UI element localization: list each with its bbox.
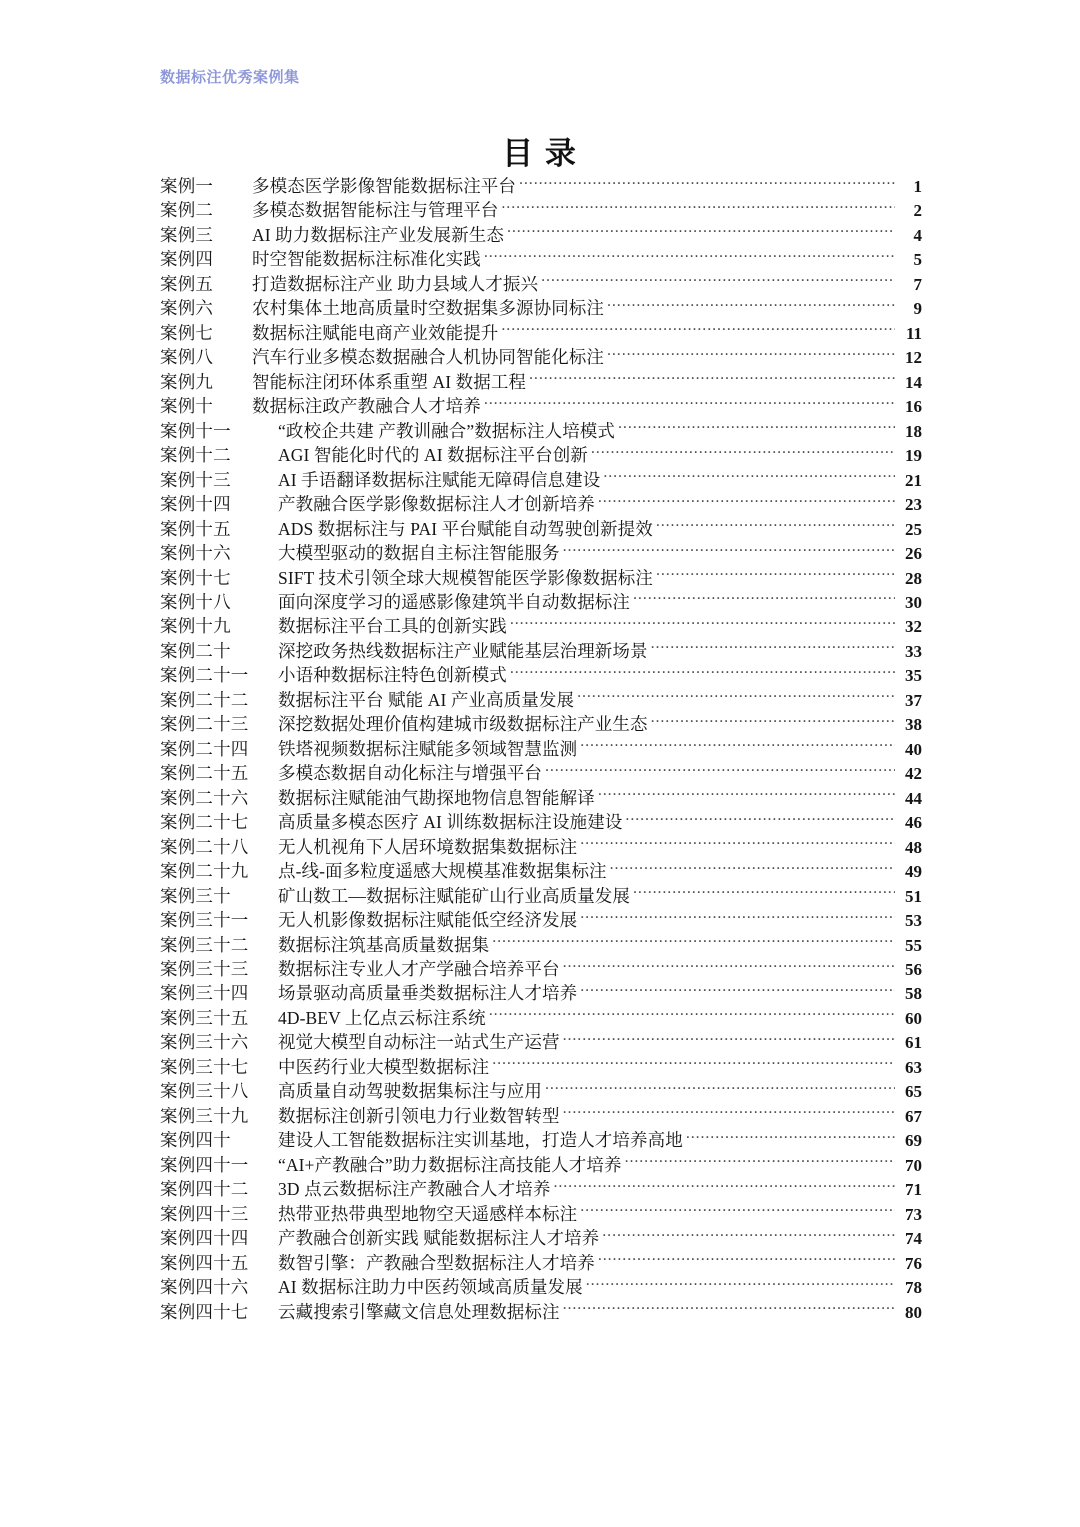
toc-page-number: 69 <box>905 1131 922 1151</box>
toc-entry-title: “AI+产教融合”助力数据标注高技能人才培养 <box>278 1154 622 1175</box>
toc-leader-dots <box>602 1227 895 1245</box>
toc-entry-label: 案例四十七 <box>160 1301 249 1322</box>
running-header: 数据标注优秀案例集 <box>160 69 300 86</box>
toc-entry-label: 案例四十五 <box>160 1252 249 1273</box>
toc-entry-label: 案例二十 <box>160 640 231 661</box>
toc-entry-label: 案例二十九 <box>160 861 249 882</box>
toc-leader-dots <box>510 664 895 682</box>
toc-entry-label: 案例十五 <box>160 518 231 539</box>
toc-page-number: 14 <box>905 372 922 392</box>
toc-page-number: 2 <box>913 201 922 221</box>
toc-leader-dots <box>580 982 895 1000</box>
toc-page-number: 30 <box>905 592 922 612</box>
toc-leader-dots <box>580 835 895 853</box>
toc-page-number: 73 <box>905 1204 922 1224</box>
toc-entry-label: 案例四十一 <box>160 1154 249 1175</box>
toc-page-number: 55 <box>905 935 922 955</box>
toc-entry[interactable] <box>160 174 922 198</box>
toc-entry-title: 产教融合创新实践 赋能数据标注人才培养 <box>278 1228 600 1249</box>
toc-entry-title: 多模态数据自动化标注与增强平台 <box>278 763 542 784</box>
toc-page-number: 21 <box>905 470 922 490</box>
toc-page-number: 56 <box>905 960 922 979</box>
toc-page-number: 18 <box>905 421 922 441</box>
toc-entry[interactable] <box>160 981 922 1005</box>
toc-page-number: 38 <box>905 715 922 735</box>
toc-leader-dots <box>577 688 895 706</box>
toc-entry-title: 深挖政务热线数据标注产业赋能基层治理新场景 <box>278 640 648 661</box>
toc-entry[interactable] <box>160 810 922 834</box>
toc-entry[interactable] <box>160 1079 922 1103</box>
toc-entry-title: 打造数据标注产业 助力县域人才振兴 <box>252 273 539 294</box>
toc-entry-label: 案例二十六 <box>160 787 249 808</box>
toc-page-number: 44 <box>905 788 922 808</box>
toc-entry-title: 面向深度学习的遥感影像建筑半自动数据标注 <box>278 591 630 612</box>
toc-entry-title: AI 助力数据标注产业发展新生态 <box>252 224 504 245</box>
toc-leader-dots <box>633 590 895 608</box>
toc-entry-title: “政校企共建 产教训融合”数据标注人培模式 <box>278 420 616 441</box>
toc-leader-dots <box>603 468 895 486</box>
toc-page-number: 46 <box>905 813 922 833</box>
toc-entry-title: 视觉大模型自动标注一站式生产运营 <box>278 1032 560 1053</box>
toc-page-number: 19 <box>905 446 922 466</box>
toc-entry-label: 案例四十 <box>160 1130 231 1151</box>
toc-entry-title: 3D 点云数据标注产教融合人才培养 <box>278 1179 551 1200</box>
toc-entry-title: 数据标注平台 赋能 AI 产业高质量发展 <box>278 689 575 710</box>
toc-page-number: 61 <box>905 1033 922 1053</box>
toc-entry[interactable] <box>160 345 922 369</box>
toc-leader-dots <box>519 175 895 193</box>
toc-page-number: 49 <box>905 862 922 882</box>
toc-entry-label: 案例九 <box>160 371 214 392</box>
toc-entry-title: 数智引擎：产教融合型数据标注人才培养 <box>278 1252 595 1273</box>
toc-entry[interactable] <box>160 1153 922 1177</box>
toc-entry-title: 产教融合医学影像数据标注人才创新培养 <box>278 494 595 515</box>
toc-entry-title: 多模态医学影像智能数据标注平台 <box>252 176 516 196</box>
toc-entry[interactable] <box>160 590 922 614</box>
toc-entry[interactable] <box>160 639 922 663</box>
toc-entry-title: 时空智能数据标注标准化实践 <box>252 249 481 270</box>
toc-leader-dots <box>656 517 895 535</box>
toc-leader-dots <box>686 1129 895 1147</box>
toc-page-number: 1 <box>913 177 922 196</box>
toc-leader-dots <box>553 1178 895 1196</box>
toc-entry[interactable] <box>160 419 922 443</box>
toc-entry[interactable] <box>160 1300 922 1324</box>
toc-entry-title: 数据标注专业人才产学融合培养平台 <box>278 959 560 979</box>
toc-entry-label: 案例三十九 <box>160 1105 249 1126</box>
toc-entry[interactable] <box>160 272 922 296</box>
toc-page-number: 53 <box>905 911 922 931</box>
toc-page-number: 11 <box>905 323 922 343</box>
toc-leader-dots <box>625 811 895 829</box>
toc-leader-dots <box>501 199 895 217</box>
toc-page-number: 37 <box>905 690 922 710</box>
toc-leader-dots <box>501 321 895 339</box>
toc-entry-label: 案例二十三 <box>160 714 249 735</box>
toc-entry-title: 建设人工智能数据标注实训基地，打造人才培养高地 <box>278 1130 683 1151</box>
toc-leader-dots <box>610 860 895 878</box>
toc-leader-dots <box>618 419 895 437</box>
toc-entry[interactable] <box>160 1030 922 1054</box>
toc-leader-dots <box>580 737 895 755</box>
toc-leader-dots <box>507 223 895 241</box>
toc-leader-dots <box>656 566 895 584</box>
toc-entry[interactable] <box>160 1006 922 1030</box>
toc-entry[interactable] <box>160 1055 922 1079</box>
toc-page-number: 9 <box>913 299 922 319</box>
toc-page-number: 70 <box>905 1155 922 1175</box>
page-title: 目 录 <box>502 136 578 171</box>
toc-entry-label: 案例十六 <box>160 543 231 564</box>
toc-entry-title: 数据标注筑基高质量数据集 <box>278 934 490 955</box>
toc-entry-title: 数据标注政产教融合人才培养 <box>252 396 481 417</box>
toc-entry-label: 案例十一 <box>160 420 231 441</box>
toc-page-number: 5 <box>913 250 922 270</box>
toc-entry[interactable] <box>160 1104 922 1128</box>
toc-entry[interactable] <box>160 859 922 883</box>
toc-leader-dots <box>580 909 895 927</box>
toc-entry-label: 案例四十三 <box>160 1203 249 1224</box>
toc-entry-title: AI 数据标注助力中医药领域高质量发展 <box>278 1277 583 1298</box>
toc-entry-label: 案例四十二 <box>160 1179 249 1200</box>
toc-entry-label: 案例二十七 <box>160 812 249 833</box>
toc-entry-label: 案例二十一 <box>160 665 249 686</box>
toc-entry-label: 案例三十一 <box>160 910 249 931</box>
toc-page-number: 74 <box>905 1229 922 1249</box>
toc-entry-label: 案例三十五 <box>160 1007 249 1028</box>
toc-leader-dots <box>580 1202 895 1220</box>
toc-entry[interactable] <box>160 1177 922 1201</box>
toc-page-number: 60 <box>905 1008 922 1028</box>
toc-entry-label: 案例四十四 <box>160 1228 249 1249</box>
toc-entry-label: 案例六 <box>160 298 214 319</box>
toc-entry[interactable] <box>160 492 922 516</box>
toc-entry-title: 大模型驱动的数据自主标注智能服务 <box>278 543 560 564</box>
toc-entry-label: 案例二十四 <box>160 738 249 759</box>
toc-entry-title: 数据标注平台工具的创新实践 <box>278 616 507 637</box>
toc-entry[interactable] <box>160 370 922 394</box>
toc-entry-label: 案例十 <box>160 396 214 417</box>
toc-leader-dots <box>541 272 895 290</box>
toc-entry[interactable] <box>160 786 922 810</box>
toc-leader-dots <box>545 762 895 780</box>
toc-entry[interactable] <box>160 247 922 271</box>
toc-entry-title: 高质量多模态医疗 AI 训练数据标注设施建设 <box>278 812 623 833</box>
toc-entry[interactable] <box>160 198 922 222</box>
toc-entry[interactable] <box>160 541 922 565</box>
toc-leader-dots <box>484 395 895 413</box>
toc-entry-label: 案例十三 <box>160 469 231 490</box>
toc-leader-dots <box>563 1104 895 1122</box>
toc-page-number: 80 <box>905 1302 922 1322</box>
toc-page-number: 35 <box>905 666 922 686</box>
toc-leader-dots <box>492 933 895 951</box>
toc-entry-title: 场景驱动高质量垂类数据标注人才培养 <box>278 983 578 1004</box>
toc-leader-dots <box>651 713 895 731</box>
toc-entry[interactable] <box>160 957 922 981</box>
toc-leader-dots <box>563 1300 895 1318</box>
toc-leader-dots <box>484 248 895 266</box>
toc-entry-title: 小语种数据标注特色创新模式 <box>278 665 507 686</box>
toc-page-number: 78 <box>905 1278 922 1298</box>
toc-leader-dots <box>625 1153 895 1171</box>
toc-entry-title: 农村集体土地高质量时空数据集多源协同标注 <box>252 298 604 319</box>
toc-entry-title: AI 手语翻译数据标注赋能无障碍信息建设 <box>278 469 601 490</box>
toc-leader-dots <box>586 1276 895 1294</box>
toc-entry-label: 案例十九 <box>160 616 231 637</box>
toc-entry-title: SIFT 技术引领全球大规模智能医学影像数据标注 <box>278 567 653 588</box>
toc-leader-dots <box>563 542 895 560</box>
toc-page-number: 71 <box>905 1180 922 1200</box>
toc-leader-dots <box>607 346 895 364</box>
toc-entry-title: 数据标注创新引领电力行业数智转型 <box>278 1105 560 1126</box>
toc-page-number: 48 <box>905 837 922 857</box>
toc-entry-title: 4D-BEV 上亿点云标注系统 <box>278 1007 486 1028</box>
toc-page-number: 65 <box>905 1082 922 1102</box>
toc-entry-title: 中医药行业大模型数据标注 <box>278 1056 490 1077</box>
toc-entry[interactable] <box>160 468 922 492</box>
toc-leader-dots <box>489 1006 895 1024</box>
toc-entry-title: 无人机视角下人居环境数据集数据标注 <box>278 836 578 857</box>
toc-page-number: 76 <box>905 1253 922 1273</box>
toc-page-number: 4 <box>913 225 922 245</box>
toc-entry-title: 数据标注赋能油气勘探地物信息智能解译 <box>278 787 595 808</box>
toc-entry-title: 热带亚热带典型地物空天遥感样本标注 <box>278 1203 578 1224</box>
toc-entry-title: 智能标注闭环体系重塑 AI 数据工程 <box>252 371 527 392</box>
toc-entry-title: 云藏搜索引擎藏文信息处理数据标注 <box>278 1301 560 1322</box>
toc-leader-dots <box>607 297 895 315</box>
toc-leader-dots <box>529 370 895 388</box>
toc-entry-label: 案例八 <box>160 347 214 368</box>
table-of-contents <box>160 174 922 1324</box>
toc-page-number: 33 <box>905 641 922 661</box>
toc-entry-label: 案例二 <box>160 200 214 221</box>
toc-entry-label: 案例三 <box>160 224 214 245</box>
toc-page-number: 23 <box>905 495 922 515</box>
toc-page-number: 40 <box>905 739 922 759</box>
toc-entry-label: 案例二十五 <box>160 763 249 784</box>
toc-page-number: 25 <box>905 519 922 539</box>
toc-page-number: 7 <box>913 274 922 294</box>
toc-page-number: 58 <box>905 984 922 1004</box>
toc-entry-label: 案例三十七 <box>160 1056 249 1077</box>
toc-entry-title: 矿山数工—数据标注赋能矿山行业高质量发展 <box>278 885 630 906</box>
toc-entry-label: 案例三十 <box>160 885 231 906</box>
toc-entry-label: 案例十七 <box>160 567 231 588</box>
toc-page-number: 67 <box>905 1106 922 1126</box>
toc-entry[interactable] <box>160 933 922 957</box>
toc-entry[interactable] <box>160 663 922 687</box>
toc-entry[interactable] <box>160 688 922 712</box>
toc-page-number: 63 <box>905 1057 922 1077</box>
toc-leader-dots <box>563 1031 895 1049</box>
toc-page-number: 26 <box>905 544 922 564</box>
toc-entry-label: 案例三十八 <box>160 1081 249 1102</box>
toc-entry-title: 铁塔视频数据标注赋能多领域智慧监测 <box>278 738 578 759</box>
toc-entry-label: 案例十二 <box>160 445 231 466</box>
toc-entry[interactable] <box>160 712 922 736</box>
toc-entry[interactable] <box>160 884 922 908</box>
toc-entry-label: 案例三十六 <box>160 1032 249 1053</box>
toc-entry-title: 点-线-面多粒度遥感大规模基准数据集标注 <box>278 861 607 882</box>
toc-entry[interactable] <box>160 321 922 345</box>
toc-entry-label: 案例四十六 <box>160 1277 249 1298</box>
toc-entry[interactable] <box>160 835 922 859</box>
toc-leader-dots <box>510 615 895 633</box>
toc-entry-title: 高质量自动驾驶数据集标注与应用 <box>278 1081 542 1102</box>
toc-page-number: 28 <box>905 568 922 588</box>
toc-entry[interactable] <box>160 1226 922 1250</box>
toc-page-number: 42 <box>905 764 922 784</box>
toc-entry[interactable] <box>160 223 922 247</box>
toc-entry-label: 案例十四 <box>160 494 231 515</box>
toc-entry[interactable] <box>160 761 922 785</box>
toc-entry[interactable] <box>160 296 922 320</box>
toc-entry[interactable] <box>160 1128 922 1152</box>
toc-entry[interactable] <box>160 908 922 932</box>
toc-entry[interactable] <box>160 1251 922 1275</box>
toc-entry-title: AGI 智能化时代的 AI 数据标注平台创新 <box>278 445 588 466</box>
toc-entry[interactable] <box>160 566 922 590</box>
toc-entry-title: ADS 数据标注与 PAI 平台赋能自动驾驶创新提效 <box>278 518 653 539</box>
toc-entry-label: 案例七 <box>160 322 214 343</box>
toc-entry-title: 数据标注赋能电商产业效能提升 <box>252 322 499 343</box>
toc-entry-label: 案例三十四 <box>160 983 249 1004</box>
toc-entry[interactable] <box>160 394 922 418</box>
toc-entry-label: 案例二十八 <box>160 836 249 857</box>
toc-entry[interactable] <box>160 1202 922 1226</box>
toc-entry-label: 案例三十二 <box>160 934 249 955</box>
toc-entry-title: 汽车行业多模态数据融合人机协同智能化标注 <box>252 347 604 368</box>
toc-entry[interactable] <box>160 443 922 467</box>
toc-entry-title: 多模态数据智能标注与管理平台 <box>252 200 499 221</box>
toc-entry-label: 案例十八 <box>160 591 231 612</box>
toc-page-number: 16 <box>905 397 922 417</box>
toc-entry[interactable] <box>160 737 922 761</box>
toc-entry[interactable] <box>160 517 922 541</box>
toc-leader-dots <box>633 884 895 902</box>
toc-page-number: 51 <box>905 886 922 906</box>
toc-entry-title: 深挖数据处理价值构建城市级数据标注产业生态 <box>278 714 648 735</box>
toc-leader-dots <box>492 1055 895 1073</box>
toc-entry-label: 案例一 <box>160 176 214 196</box>
toc-leader-dots <box>598 786 895 804</box>
toc-entry-label: 案例二十二 <box>160 689 249 710</box>
toc-leader-dots <box>598 1251 895 1269</box>
toc-entry-label: 案例四 <box>160 249 214 270</box>
toc-page-number: 32 <box>905 617 922 637</box>
toc-entry[interactable] <box>160 1275 922 1299</box>
toc-entry-label: 案例五 <box>160 273 214 294</box>
toc-entry-label: 案例三十三 <box>160 959 249 979</box>
toc-leader-dots <box>598 493 895 511</box>
toc-entry[interactable] <box>160 614 922 638</box>
toc-leader-dots <box>591 444 895 462</box>
toc-page-number: 12 <box>905 348 922 368</box>
toc-entry-title: 无人机影像数据标注赋能低空经济发展 <box>278 910 578 931</box>
toc-leader-dots <box>651 639 895 657</box>
toc-leader-dots <box>563 958 895 976</box>
toc-leader-dots <box>545 1080 895 1098</box>
